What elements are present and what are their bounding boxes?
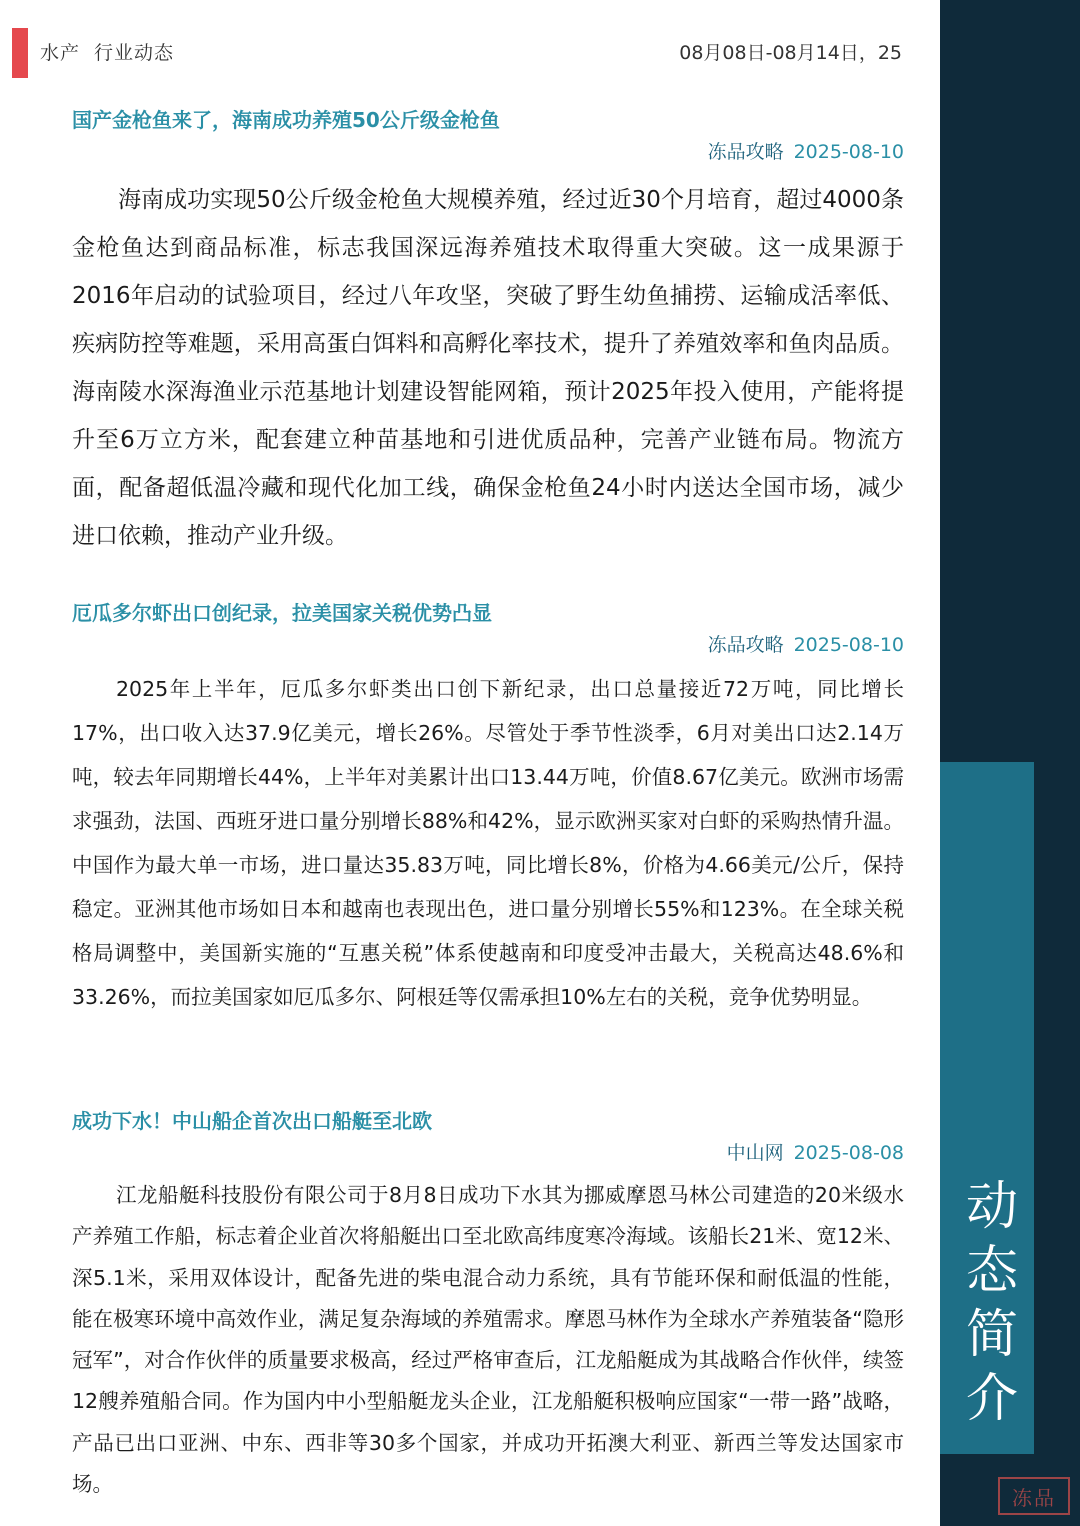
article-meta xyxy=(72,629,904,661)
article-date: 2025-08-10 xyxy=(793,141,904,163)
header-section-label: 行业动态 xyxy=(94,42,175,64)
sidebar-title-char: 简 xyxy=(965,1305,1018,1365)
article xyxy=(72,597,904,1019)
seal-text: 冻品 xyxy=(1012,1485,1056,1510)
header-date-range: 08月08日-08月14日，25 xyxy=(679,42,902,64)
article-title[interactable]: 国产金枪鱼来了，海南成功养殖50公斤级金枪鱼 xyxy=(72,108,500,132)
sidebar-title xyxy=(962,1175,1022,1431)
article xyxy=(72,1105,904,1505)
header-category-label: 水产 xyxy=(40,42,81,64)
article-title[interactable]: 成功下水！中山船企首次出口船艇至北欧 xyxy=(72,1109,432,1133)
article-body: 江龙船艇科技股份有限公司于8月8日成功下水其为挪威摩恩马林公司建造的20米级水产养殖工作船，标志着企业首次将船艇出口至北欧高纬度寒冷海域。该船长21米、宽12米、深5.1米，采用双体设计，配备先进的柴电混合动力系统，具有节能环保和耐低温的性能，能在极寒环境中高效作业，满足复杂海域的养殖需求。摩恩马林作为全球水产养殖装备“隐形冠军”，对合作伙伴的质量要求极高，经过严格审查后，江龙船艇成为其战略合作伙伴，续签12艘养殖船合同。作为国内中小型船艇龙头企业，江龙船艇积极响应国家“一带一路”战略，产品已出口亚洲、中东、西非等30多个国家，并成功开拓澳大利亚、新西兰等发达国家市场。 xyxy=(72,1183,904,1497)
header-category xyxy=(40,38,174,65)
article-body: 2025年上半年，厄瓜多尔虾类出口创下新纪录，出口总量接近72万吨，同比增长17%，出口收入达37.9亿美元，增长26%。尽管处于季节性淡季，6月对美出口达2.14万吨，较去年同期增长44%，上半年对美累计出口13.44万吨，价值8.67亿美元。欧洲市场需求强劲，法国、西班牙进口量分别增长88%和42%，显示欧洲买家对白虾的采购热情升温。中国作为最大单一市场，进口量达35.83万吨，同比增长8%，价格为4.66美元/公斤，保持稳定。亚洲其他市场如日本和越南也表现出色，进口量分别增长55%和123%。在全球关税格局调整中，美国新实施的“互惠关税”体系使越南和印度受冲击最大，关税高达48.6%和33.26%，而拉美国家如厄瓜多尔、阿根廷等仅需承担10%左右的关税，竞争优势明显。 xyxy=(72,677,904,1009)
article-source: 中山网 xyxy=(726,1142,784,1164)
article-date: 2025-08-10 xyxy=(793,634,904,656)
sidebar-title-char: 态 xyxy=(965,1241,1018,1301)
sidebar-title-char: 介 xyxy=(965,1369,1018,1429)
article-date: 2025-08-08 xyxy=(793,1142,904,1164)
article-source: 冻品攻略 xyxy=(707,634,784,656)
watermark-seal xyxy=(998,1477,1070,1515)
article-body: 海南成功实现50公斤级金枪鱼大规模养殖，经过近30个月培育，超过4000条金枪鱼达到商品标准，标志我国深远海养殖技术取得重大突破。这一成果源于2016年启动的试验项目，经过八年攻坚，突破了野生幼鱼捕捞、运输成活率低、疾病防控等难题，采用高蛋白饵料和高孵化率技术，提升了养殖效率和鱼肉品质。海南陵水深海渔业示范基地计划建设智能网箱，预计2025年投入使用，产能将提升至6万立方米，配套建立种苗基地和引进优质品种，完善产业链布局。物流方面，配备超低温冷藏和现代化加工线，确保金枪鱼24小时内送达全国市场，减少进口依赖，推动产业升级。 xyxy=(72,187,904,549)
article-title[interactable]: 厄瓜多尔虾出口创纪录，拉美国家关税优势凸显 xyxy=(72,601,492,625)
article-meta xyxy=(72,1137,904,1169)
article xyxy=(72,104,904,560)
article-source: 冻品攻略 xyxy=(707,141,784,163)
article-meta xyxy=(72,136,904,168)
sidebar-title-char: 动 xyxy=(965,1177,1018,1237)
header-accent-bar xyxy=(12,28,28,78)
